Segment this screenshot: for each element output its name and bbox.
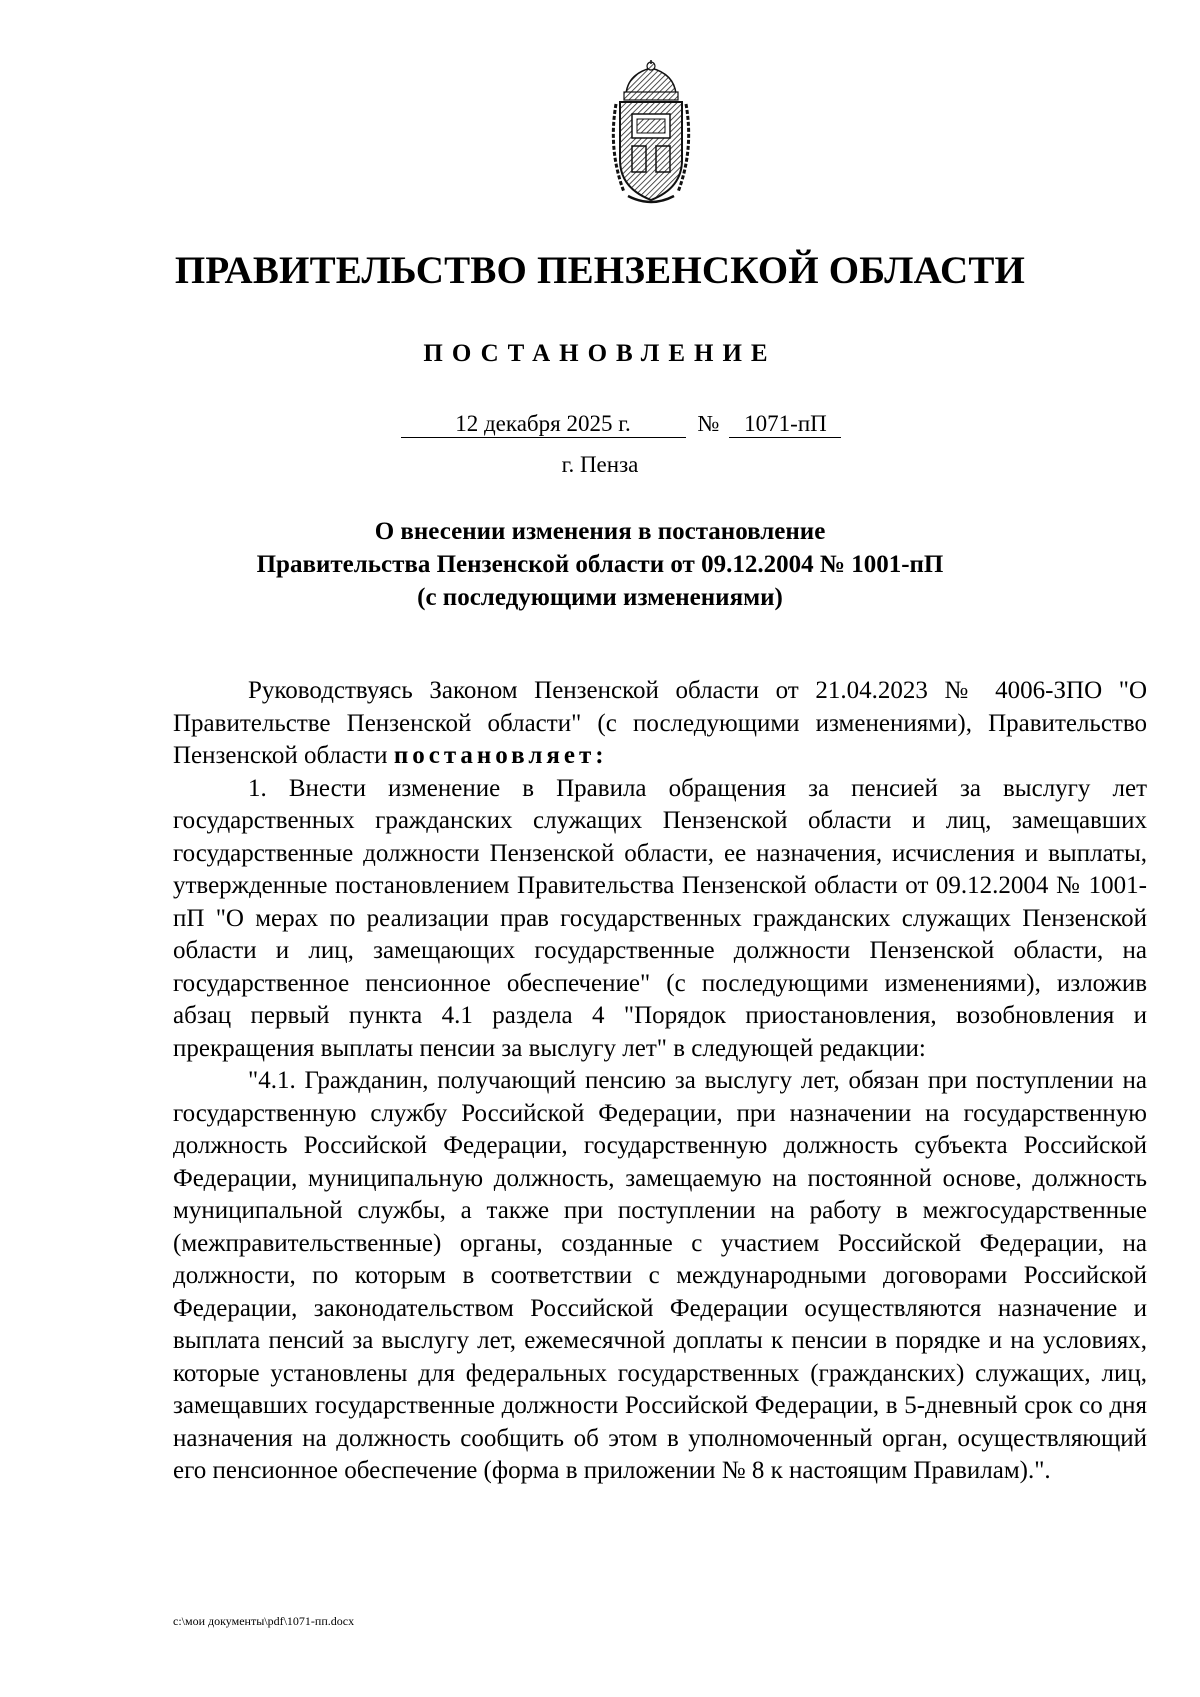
subject-line-1: О внесении изменения в постановление: [374, 518, 826, 545]
number-sign: №: [697, 411, 720, 436]
resolves-word: постановляет:: [393, 742, 608, 769]
subject-line-3: (с последующими изменениями): [417, 584, 783, 611]
document-number: 1071-пП: [729, 411, 841, 438]
coat-of-arms-icon: [606, 60, 696, 210]
document-meta: [0, 410, 1200, 438]
document-date: 12 декабря 2025 г.: [401, 411, 686, 438]
preamble-paragraph: [173, 675, 1147, 773]
document-type: ПОСТАНОВЛЕНИЕ: [423, 340, 777, 367]
document-subject: [0, 515, 1200, 614]
file-path: c:\мои документы\pdf\1071-пп.docx: [173, 1614, 355, 1628]
document-body: [173, 675, 1147, 1488]
subject-line-2: Правительства Пензенской области от 09.12.2004 № 1001-пП: [256, 551, 944, 578]
item-1-paragraph: 1. Внести изменение в Правила обращения за пенсией за выслугу лет государственных гражданских служащих Пензенской области и лиц, замещавших государственные должности Пензенской области, ее назначения, исчисления и выплаты, утвержденные постановлением Правительства Пензенской области от 09.12.2004 № 1001-пП "О мерах по реализации прав государственных гражданских служащих Пензенской области и лиц, замещающих государственные должности Пензенской области, на государственное пенсионное обеспечение" (с последующими изменениями), изложив абзац первый пункта 4.1 раздела 4 "Порядок приостановления, возобновления и прекращения выплаты пенсии за выслугу лет" в следующей редакции:: [173, 774, 1147, 1062]
preamble-text: Руководствуясь Законом Пензенской области от 21.04.2023 № 4006-ЗПО "О Правительстве Пензенской области" (с последующими изменениями), Правительство Пензенской области: [173, 677, 1147, 769]
government-title: ПРАВИТЕЛЬСТВО ПЕНЗЕНСКОЙ ОБЛАСТИ: [174, 249, 1026, 292]
document-city: г. Пенза: [561, 452, 639, 477]
quoted-paragraph: "4.1. Гражданин, получающий пенсию за выслугу лет, обязан при поступлении на государственную службу Российской Федерации, при назначении на государственную должность Российской Федерации, государственную должность субъекта Российской Федерации, муниципальную должность, замещаемую на постоянной основе, должность муниципальной службы, а также при поступлении на работу в межгосударственные (межправительственные) органы, созданные с участием Российской Федерации, на должности, по которым в соответствии с международными договорами Российской Федерации, законодательством Российской Федерации осуществляются назначение и выплата пенсий за выслугу лет, ежемесячной доплаты к пенсии в порядке и на условиях, которые установлены для федеральных государственных (гражданских) служащих, лиц, замещавших государственные должности Российской Федерации, в 5-дневный срок со дня назначения на должность сообщить об этом в уполномоченный орган, осуществляющий его пенсионное обеспечение (форма в приложении № 8 к настоящим Правилам).".: [173, 1067, 1147, 1484]
